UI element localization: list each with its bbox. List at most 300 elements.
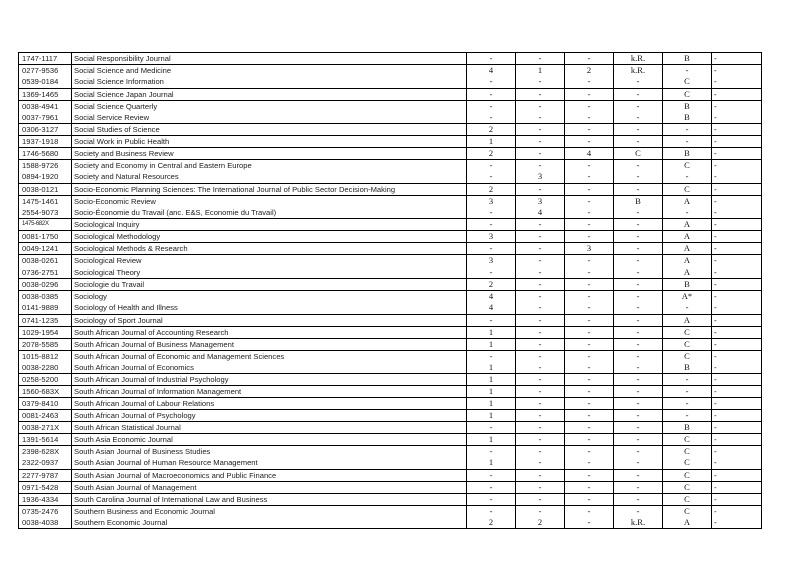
rating-col-3 [564, 482, 613, 493]
journal-title-cell [71, 279, 466, 290]
rating-col-3 [564, 422, 613, 433]
rating-col-6 [711, 470, 761, 481]
journal-title-cell [71, 196, 466, 219]
journal-title-cell [71, 89, 466, 100]
rating-col-5-text: C [684, 338, 690, 349]
rating-col-6 [711, 65, 761, 88]
rating-col-2-text: - [538, 124, 542, 135]
rating-col-5-text: C [684, 183, 690, 194]
journal-title-cell-text: Sociology [74, 291, 107, 301]
rating-col-6 [711, 136, 761, 147]
rating-col-5-text: C [684, 88, 690, 99]
rating-col-3 [564, 136, 613, 147]
rating-col-2-text: - [538, 493, 542, 504]
journal-ranking-table [18, 52, 762, 529]
journal-title-cell [71, 136, 466, 147]
journal-title-cell-text: Social Work in Public Health [74, 137, 170, 147]
rating-col-4 [613, 160, 662, 183]
rating-col-3 [564, 184, 613, 195]
rating-col-1 [466, 446, 515, 469]
rating-col-4-text: - [636, 160, 640, 171]
rating-col-2 [515, 470, 564, 481]
rating-col-4-text: k.R. [630, 517, 646, 528]
journal-title-cell-text: Sociological Review [74, 256, 142, 266]
issn-cell [19, 243, 71, 254]
rating-col-1 [466, 255, 515, 278]
rating-col-2 [515, 101, 564, 124]
journal-title-cell [71, 160, 466, 183]
rating-col-6 [711, 184, 761, 195]
rating-col-5-text: C [684, 469, 690, 480]
rating-col-2-text: 3 [537, 195, 543, 206]
issn-cell [19, 291, 71, 314]
journal-title-cell-text: South Asian Journal of Management [74, 482, 197, 492]
rating-col-3 [564, 243, 613, 254]
rating-col-6 [711, 482, 761, 493]
rating-col-1-text: 1 [488, 136, 494, 147]
rating-col-3-text: - [587, 171, 591, 182]
rating-col-4-text: k.R. [630, 53, 646, 63]
rating-col-3 [564, 506, 613, 529]
issn-cell [19, 434, 71, 445]
issn-cell [19, 446, 71, 469]
rating-col-4-text: - [636, 469, 640, 480]
issn-cell-text: 1588-9726 [22, 161, 59, 171]
rating-col-1-text: - [489, 53, 493, 63]
rating-col-2 [515, 434, 564, 445]
journal-title-cell [71, 506, 466, 529]
rating-col-2 [515, 160, 564, 183]
rating-col-5-text: - [685, 386, 689, 397]
rating-col-5-text: - [685, 136, 689, 147]
issn-cell-text: 1747-1117 [22, 54, 58, 63]
rating-col-2 [515, 422, 564, 433]
issn-cell-text: 0038-0385 [22, 291, 59, 301]
rating-col-4 [613, 410, 662, 421]
journal-title-cell-text: South African Journal of Accounting Research [74, 327, 229, 337]
issn-cell [19, 65, 71, 88]
rating-col-5-text: - [685, 207, 689, 218]
journal-title-cell-text: Society and Natural Resources [74, 172, 179, 182]
rating-col-3 [564, 219, 613, 230]
rating-col-2-text: 2 [537, 517, 543, 528]
rating-col-3 [564, 255, 613, 278]
rating-col-5-text: C [684, 446, 690, 457]
journal-title-cell-text: Social Science Japan Journal [74, 89, 174, 99]
rating-col-1-text: 1 [488, 386, 494, 397]
rating-col-1-text: 2 [488, 517, 494, 528]
rating-col-1-text: 2 [488, 278, 494, 289]
rating-col-1-text: - [489, 350, 493, 361]
rating-col-6 [711, 89, 761, 100]
rating-col-4 [613, 327, 662, 338]
rating-col-5-text: C [684, 76, 690, 87]
rating-col-4 [613, 386, 662, 397]
journal-title-cell [71, 494, 466, 505]
rating-col-6-text: - [714, 208, 717, 218]
rating-col-2 [515, 327, 564, 338]
rating-col-6-text: - [714, 315, 717, 325]
rating-col-3-text: - [587, 505, 591, 516]
rating-col-6 [711, 339, 761, 350]
table-row-group [19, 386, 761, 398]
rating-col-4 [613, 434, 662, 445]
table-row-group [19, 101, 761, 125]
rating-col-3-text: - [587, 326, 591, 337]
issn-cell-text: 0971-5428 [22, 482, 59, 492]
rating-col-5-text: C [684, 457, 690, 468]
rating-col-1-text: - [489, 481, 493, 492]
rating-col-5-text: - [685, 374, 689, 385]
rating-col-5 [662, 374, 711, 385]
issn-cell [19, 255, 71, 278]
journal-title-cell-text: Sociological Theory [74, 267, 141, 277]
rating-col-4 [613, 446, 662, 469]
journal-title-cell [71, 398, 466, 409]
rating-col-5-text: B [684, 111, 690, 122]
rating-col-2-text: - [538, 148, 542, 159]
rating-col-1-text: - [489, 493, 493, 504]
issn-cell-text: 0081-2463 [22, 411, 59, 421]
rating-col-1-text: 4 [488, 290, 494, 301]
rating-col-4-text: - [636, 302, 640, 313]
rating-col-2 [515, 374, 564, 385]
rating-col-3-text: - [587, 219, 591, 230]
rating-col-3-text: 3 [586, 243, 592, 254]
rating-col-4-text: - [636, 278, 640, 289]
rating-col-4-text: - [636, 290, 640, 301]
rating-col-5 [662, 386, 711, 397]
journal-title-cell-text: Socio-Economic Review [74, 196, 156, 206]
rating-col-3-text: - [587, 457, 591, 468]
rating-col-5 [662, 291, 711, 314]
rating-col-2-text: - [538, 361, 542, 372]
rating-col-1 [466, 219, 515, 230]
rating-col-2 [515, 136, 564, 147]
rating-col-3-text: - [587, 124, 591, 135]
rating-col-4-text: - [636, 219, 640, 230]
rating-col-4-text: - [636, 124, 640, 135]
rating-col-1 [466, 243, 515, 254]
rating-col-2 [515, 53, 564, 64]
table-row-group [19, 255, 761, 279]
rating-col-1 [466, 398, 515, 409]
rating-col-1 [466, 315, 515, 326]
rating-col-4-text: - [636, 243, 640, 254]
rating-col-5-text: C [684, 434, 690, 445]
issn-cell-text: 1560-683X [22, 387, 60, 397]
rating-col-1-text: 3 [488, 195, 494, 206]
table-row-group [19, 446, 761, 470]
rating-col-3 [564, 410, 613, 421]
rating-col-3 [564, 89, 613, 100]
rating-col-1 [466, 196, 515, 219]
rating-col-3 [564, 470, 613, 481]
rating-col-2-text: - [538, 290, 542, 301]
rating-col-2-text: - [538, 243, 542, 254]
rating-col-6-text: - [714, 423, 717, 433]
rating-col-3-text: - [587, 493, 591, 504]
rating-col-3-text: - [587, 338, 591, 349]
issn-cell-text: 1391-5614 [22, 435, 59, 445]
rating-col-5-text: - [685, 124, 689, 135]
journal-title-cell-text: South Asia Economic Journal [74, 435, 173, 445]
rating-col-1 [466, 279, 515, 290]
rating-col-1-text: - [489, 469, 493, 480]
issn-cell-text: 2078-5585 [22, 339, 59, 349]
rating-col-3 [564, 65, 613, 88]
rating-col-4-text: - [636, 171, 640, 182]
rating-col-6 [711, 398, 761, 409]
rating-col-6-text: - [714, 220, 717, 230]
rating-col-1-text: - [489, 446, 493, 457]
issn-cell-text: 1015-8812 [22, 351, 59, 361]
issn-cell-text: 1746-5680 [22, 149, 59, 159]
rating-col-2-text: - [538, 100, 542, 111]
rating-col-4-text: - [636, 207, 640, 218]
issn-cell-text: 0038-0296 [22, 279, 59, 289]
issn-cell-text: 0735-2476 [22, 506, 59, 516]
issn-cell [19, 327, 71, 338]
journal-title-cell [71, 482, 466, 493]
rating-col-1-text: - [489, 505, 493, 516]
rating-col-1-text: 4 [488, 302, 494, 313]
rating-col-3-text: - [587, 446, 591, 457]
rating-col-5-text: C [684, 493, 690, 504]
rating-col-2-text: - [538, 314, 542, 325]
rating-col-6-text: - [714, 232, 717, 242]
rating-col-1 [466, 386, 515, 397]
rating-col-2-text: - [538, 160, 542, 171]
journal-title-cell [71, 410, 466, 421]
rating-col-4 [613, 101, 662, 124]
rating-col-1 [466, 65, 515, 88]
rating-col-2-text: - [538, 410, 542, 421]
rating-col-6-text: - [714, 184, 717, 194]
rating-col-2-text: - [538, 219, 542, 230]
table-row-group [19, 148, 761, 160]
rating-col-4-text: - [636, 410, 640, 421]
table-row-group [19, 327, 761, 339]
rating-col-1 [466, 231, 515, 242]
rating-col-6 [711, 101, 761, 124]
journal-title-cell [71, 148, 466, 159]
rating-col-6-text: - [714, 54, 717, 63]
rating-col-2-text: - [538, 481, 542, 492]
rating-col-1-text: 1 [488, 338, 494, 349]
rating-col-3 [564, 148, 613, 159]
rating-col-3-text: - [587, 231, 591, 242]
rating-col-1-text: - [489, 219, 493, 230]
rating-col-6-text: - [714, 387, 717, 397]
journal-title-cell-text: Society and Economy in Central and Eastern Europe [74, 161, 252, 171]
rating-col-3 [564, 351, 613, 374]
journal-title-cell-text: Sociological Methodology [74, 232, 161, 242]
rating-col-1-text: - [489, 100, 493, 111]
rating-col-3 [564, 386, 613, 397]
journal-title-cell-text: Southern Business and Economic Journal [74, 506, 215, 516]
rating-col-4-text: - [636, 398, 640, 409]
rating-col-6-text: - [714, 435, 717, 445]
journal-title-cell [71, 243, 466, 254]
rating-col-3-text: - [587, 136, 591, 147]
issn-cell [19, 351, 71, 374]
rating-col-6 [711, 291, 761, 314]
rating-col-1-text: 1 [488, 434, 494, 445]
issn-cell [19, 160, 71, 183]
issn-cell-text: 2398-628X [22, 447, 60, 457]
journal-title-cell [71, 422, 466, 433]
rating-col-5-text: B [684, 278, 690, 289]
rating-col-3-text: - [587, 410, 591, 421]
rating-col-6 [711, 279, 761, 290]
rating-col-2-text: - [538, 111, 542, 122]
rating-col-1 [466, 136, 515, 147]
rating-col-3 [564, 279, 613, 290]
rating-col-5 [662, 101, 711, 124]
rating-col-2-text: - [538, 266, 542, 277]
rating-col-1 [466, 291, 515, 314]
rating-col-3-text: - [587, 481, 591, 492]
journal-title-cell-text: South African Journal of Economic and Management Sciences [74, 351, 285, 361]
rating-col-1-text: 4 [488, 65, 494, 75]
rating-col-3-text: - [587, 302, 591, 313]
issn-cell [19, 422, 71, 433]
rating-col-5 [662, 482, 711, 493]
rating-col-1 [466, 374, 515, 385]
table-row-group [19, 53, 761, 65]
rating-col-6 [711, 124, 761, 135]
rating-col-2-text: - [538, 374, 542, 385]
rating-col-5-text: - [685, 398, 689, 409]
rating-col-5 [662, 494, 711, 505]
rating-col-4 [613, 351, 662, 374]
rating-col-5 [662, 327, 711, 338]
rating-col-1 [466, 148, 515, 159]
rating-col-3 [564, 160, 613, 183]
rating-col-6 [711, 410, 761, 421]
rating-col-3-text: - [587, 398, 591, 409]
rating-col-3-text: - [587, 290, 591, 301]
table-row-group [19, 231, 761, 243]
journal-title-cell [71, 446, 466, 469]
journal-title-cell-text: Social Science Quarterly [74, 101, 158, 111]
rating-col-5-text: A [683, 314, 691, 325]
rating-col-1-text: - [489, 171, 493, 182]
rating-col-3-text: - [587, 160, 591, 171]
rating-col-1-text: 3 [488, 231, 494, 242]
rating-col-6-text: - [714, 149, 717, 159]
rating-col-4-text: - [636, 326, 640, 337]
table-row-group [19, 279, 761, 291]
issn-cell [19, 101, 71, 124]
issn-cell-text: 1475-682X [22, 221, 49, 228]
table-row-group [19, 339, 761, 351]
table-row-group [19, 124, 761, 136]
rating-col-6-text: - [714, 137, 717, 147]
journal-title-cell-text: South African Journal of Information Management [74, 387, 242, 397]
rating-col-6-text: - [714, 506, 717, 516]
journal-title-cell [71, 351, 466, 374]
journal-title-cell-text: Sociological Methods & Research [74, 244, 188, 254]
rating-col-5-text: - [685, 65, 689, 75]
rating-col-5 [662, 243, 711, 254]
table-row-group [19, 136, 761, 148]
rating-col-3-text: - [587, 350, 591, 361]
rating-col-5 [662, 148, 711, 159]
rating-col-4 [613, 231, 662, 242]
issn-cell-text: 0038-4941 [22, 101, 59, 111]
rating-col-4-text: - [636, 386, 640, 397]
rating-col-6 [711, 160, 761, 183]
rating-col-4 [613, 243, 662, 254]
table-row-group [19, 291, 761, 315]
rating-col-5 [662, 339, 711, 350]
rating-col-3-text: - [587, 386, 591, 397]
issn-cell-text: 0038-271X [22, 423, 60, 433]
rating-col-2 [515, 89, 564, 100]
rating-col-1-text: - [489, 88, 493, 99]
rating-col-4 [613, 279, 662, 290]
journal-title-cell [71, 124, 466, 135]
rating-col-1 [466, 470, 515, 481]
rating-col-3-text: - [587, 53, 591, 63]
rating-col-2-text: - [538, 422, 542, 433]
rating-col-4 [613, 291, 662, 314]
rating-col-2 [515, 243, 564, 254]
rating-col-6-text: - [714, 518, 717, 528]
rating-col-2 [515, 398, 564, 409]
issn-cell [19, 410, 71, 421]
rating-col-6 [711, 386, 761, 397]
rating-col-4 [613, 255, 662, 278]
rating-col-3 [564, 374, 613, 385]
rating-col-2 [515, 446, 564, 469]
rating-col-4-text: - [636, 255, 640, 266]
issn-cell [19, 89, 71, 100]
rating-col-3 [564, 327, 613, 338]
rating-col-2-text: - [538, 469, 542, 480]
rating-col-6 [711, 374, 761, 385]
rating-col-4 [613, 184, 662, 195]
rating-col-5 [662, 398, 711, 409]
rating-col-1-text: 2 [488, 148, 494, 159]
rating-col-1 [466, 422, 515, 433]
rating-col-4-text: - [636, 505, 640, 516]
journal-title-cell [71, 255, 466, 278]
rating-col-2 [515, 219, 564, 230]
rating-col-6-text: - [714, 267, 717, 277]
table-row-group [19, 422, 761, 434]
rating-col-2 [515, 291, 564, 314]
rating-col-1-text: 1 [488, 410, 494, 421]
rating-col-4 [613, 219, 662, 230]
issn-cell-text: 0736-2751 [22, 267, 59, 277]
issn-cell-text: 0037-7961 [22, 112, 59, 122]
rating-col-5-text: A [683, 231, 691, 242]
rating-col-3-text: - [587, 374, 591, 385]
rating-col-4 [613, 196, 662, 219]
rating-col-1 [466, 184, 515, 195]
issn-cell [19, 398, 71, 409]
rating-col-6 [711, 243, 761, 254]
rating-col-1 [466, 339, 515, 350]
rating-col-5-text: B [684, 148, 690, 159]
rating-col-3-text: - [587, 195, 591, 206]
rating-col-1-text: - [489, 314, 493, 325]
rating-col-1-text: - [489, 207, 493, 218]
rating-col-1 [466, 101, 515, 124]
